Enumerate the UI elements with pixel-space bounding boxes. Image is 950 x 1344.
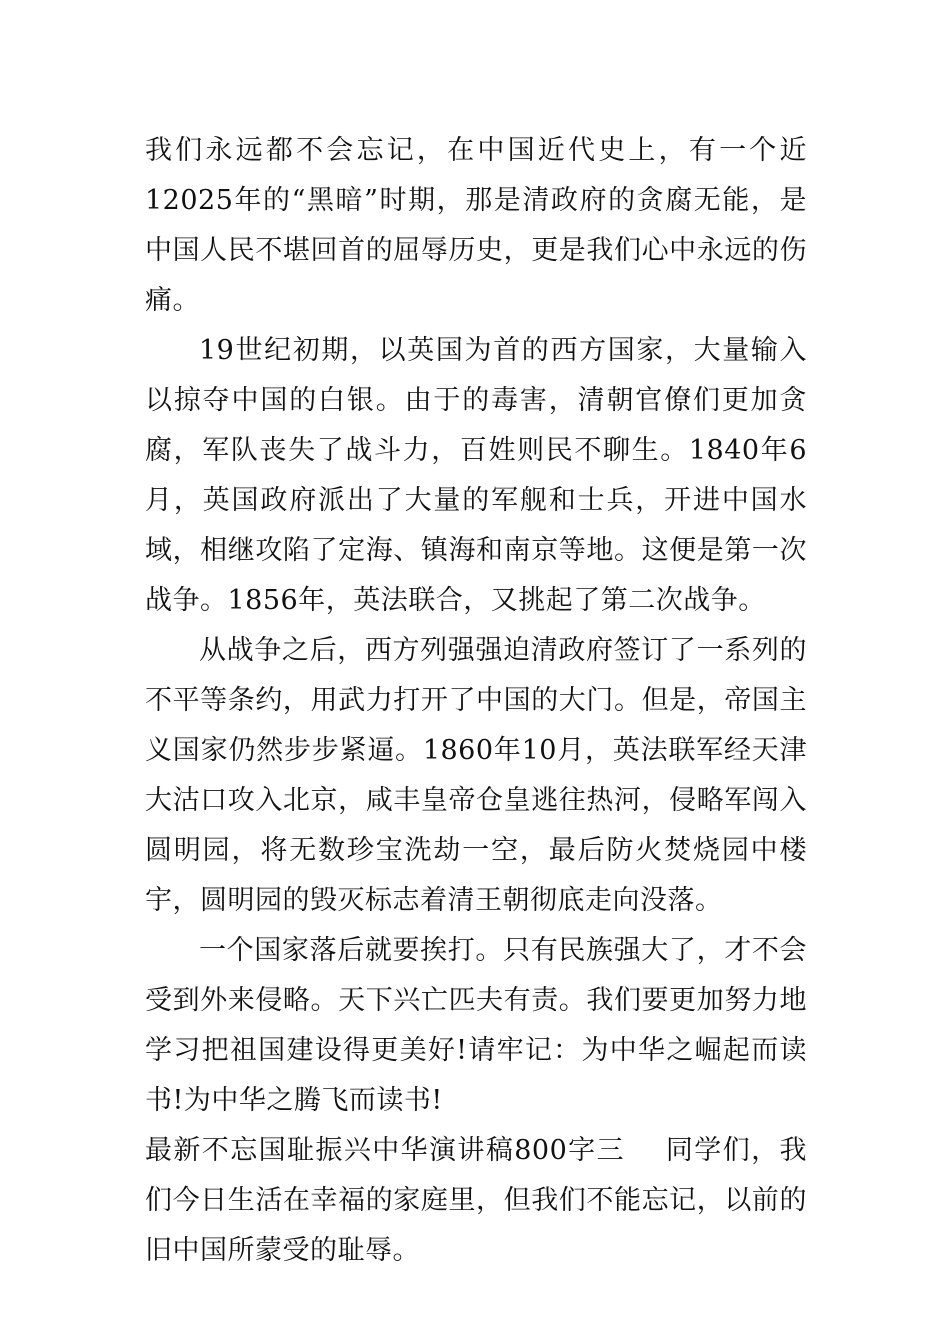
paragraph-4: 一个国家落后就要挨打。只有民族强大了，才不会受到外来侵略。天下兴亡匹夫有责。我们要更加努力地学习把祖国建设得更美好!请牢记：为中华之崛起而读书!为中华之腾飞而读书!	[145, 935, 807, 1116]
document-body	[145, 126, 807, 1276]
paragraph-2: 19世纪初期，以英国为首的西方国家，大量输入以掠夺中国的白银。由于的毒害，清朝官僚们更加贪腐，军队丧失了战斗力，百姓则民不聊生。1840年6月，英国政府派出了大量的军舰和士兵，开进中国水域，相继攻陷了定海、镇海和南京等地。这便是第一次战争。1856年，英法联合，又挑起了第二次战争。	[145, 335, 807, 616]
section-paragraph	[145, 1126, 807, 1276]
section-text: 同学们，我们今日生活在幸福的家庭里，但我们不能忘记，以前的旧中国所蒙受的耻辱。	[145, 1135, 807, 1266]
section-title: 最新不忘国耻振兴中华演讲稿800字三	[145, 1135, 625, 1166]
paragraph-1: 我们永远都不会忘记，在中国近代史上，有一个近12025年的“黑暗”时期，那是清政府的贪腐无能，是中国人民不堪回首的屈辱历史，更是我们心中永远的伤痛。	[145, 135, 807, 316]
paragraph-3: 从战争之后，西方列强强迫清政府签订了一系列的不平等条约，用武力打开了中国的大门。但是，帝国主义国家仍然步步紧逼。1860年10月，英法联军经天津大沽口攻入北京，咸丰皇帝仓皇逃往热河，侵略军闯入圆明园，将无数珍宝洗劫一空，最后防火焚烧园中楼宇，圆明园的毁灭标志着清王朝彻底走向没落。	[145, 635, 807, 916]
